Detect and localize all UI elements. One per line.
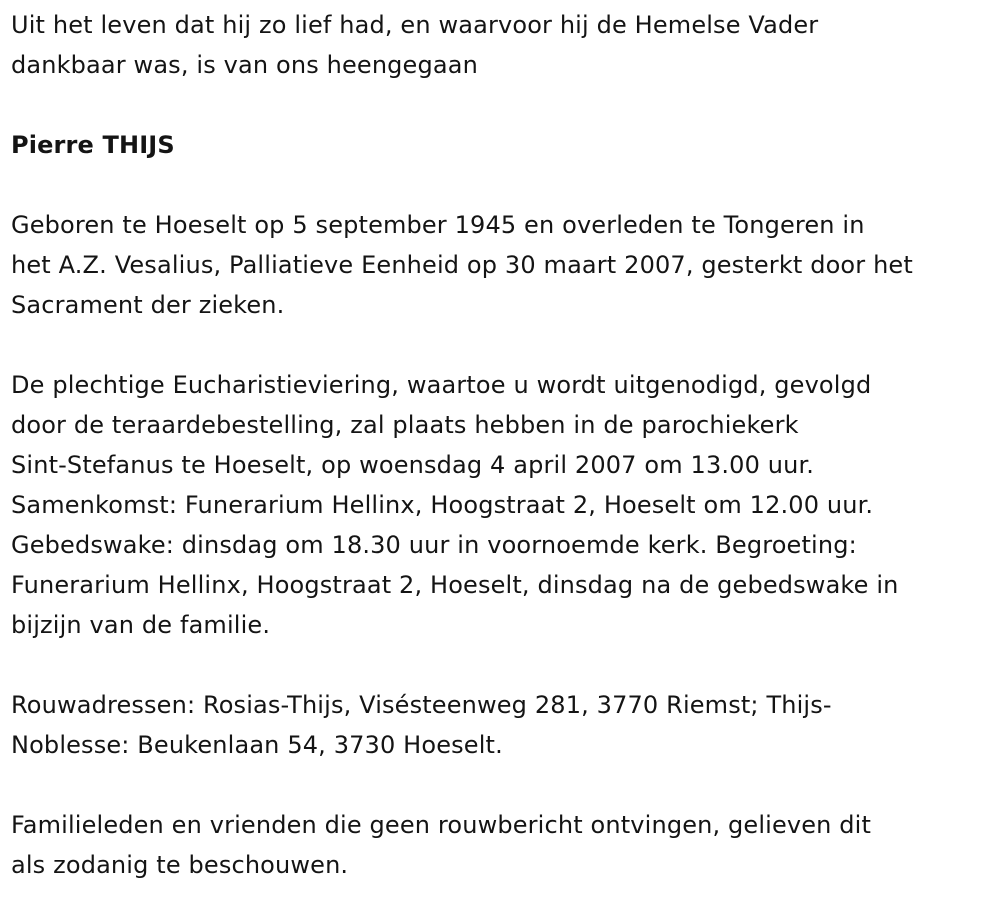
text-line: Sint-Stefanus te Hoeselt, op woensdag 4 april 2007 om 13.00 uur. <box>11 451 815 479</box>
intro-paragraph <box>11 5 995 85</box>
text-line: bijzijn van de familie. <box>11 611 271 639</box>
text-line: dankbaar was, is van ons heengegaan <box>11 51 478 79</box>
paragraph-spacer <box>11 85 995 125</box>
text-line: Sacrament der zieken. <box>11 291 285 319</box>
text-line: door de teraardebestelling, zal plaats hebben in de parochiekerk <box>11 411 799 439</box>
text-line: Samenkomst: Funerarium Hellinx, Hoogstraat 2, Hoeselt om 12.00 uur. <box>11 491 874 519</box>
text-line: Uit het leven dat hij zo lief had, en waarvoor hij de Hemelse Vader <box>11 11 819 39</box>
text-line: De plechtige Eucharistieviering, waartoe u wordt uitgenodigd, gevolgd <box>11 371 872 399</box>
text-line: Geboren te Hoeselt op 5 september 1945 en overleden te Tongeren in <box>11 211 865 239</box>
text-line: het A.Z. Vesalius, Palliatieve Eenheid op 30 maart 2007, gesterkt door het <box>11 251 913 279</box>
paragraph-spacer <box>11 165 995 205</box>
deceased-name: Pierre THIJS <box>11 131 175 159</box>
text-line: Gebedswake: dinsdag om 18.30 uur in voornoemde kerk. Begroeting: <box>11 531 857 559</box>
text-line: Rouwadressen: Rosias-Thijs, Visésteenweg 281, 3770 Riemst; Thijs- <box>11 691 832 719</box>
text-line: Familieleden en vrienden die geen rouwbericht ontvingen, gelieven dit <box>11 811 872 839</box>
text-line: Noblesse: Beukenlaan 54, 3730 Hoeselt. <box>11 731 503 759</box>
birth-death-paragraph <box>11 205 995 325</box>
paragraph-spacer <box>11 645 995 685</box>
ceremony-paragraph <box>11 365 995 645</box>
closing-paragraph <box>11 805 995 885</box>
text-line: Funerarium Hellinx, Hoogstraat 2, Hoeselt, dinsdag na de gebedswake in <box>11 571 899 599</box>
obituary-text <box>11 5 995 885</box>
paragraph-spacer <box>11 765 995 805</box>
addresses-paragraph <box>11 685 995 765</box>
text-line: als zodanig te beschouwen. <box>11 851 349 879</box>
paragraph-spacer <box>11 325 995 365</box>
